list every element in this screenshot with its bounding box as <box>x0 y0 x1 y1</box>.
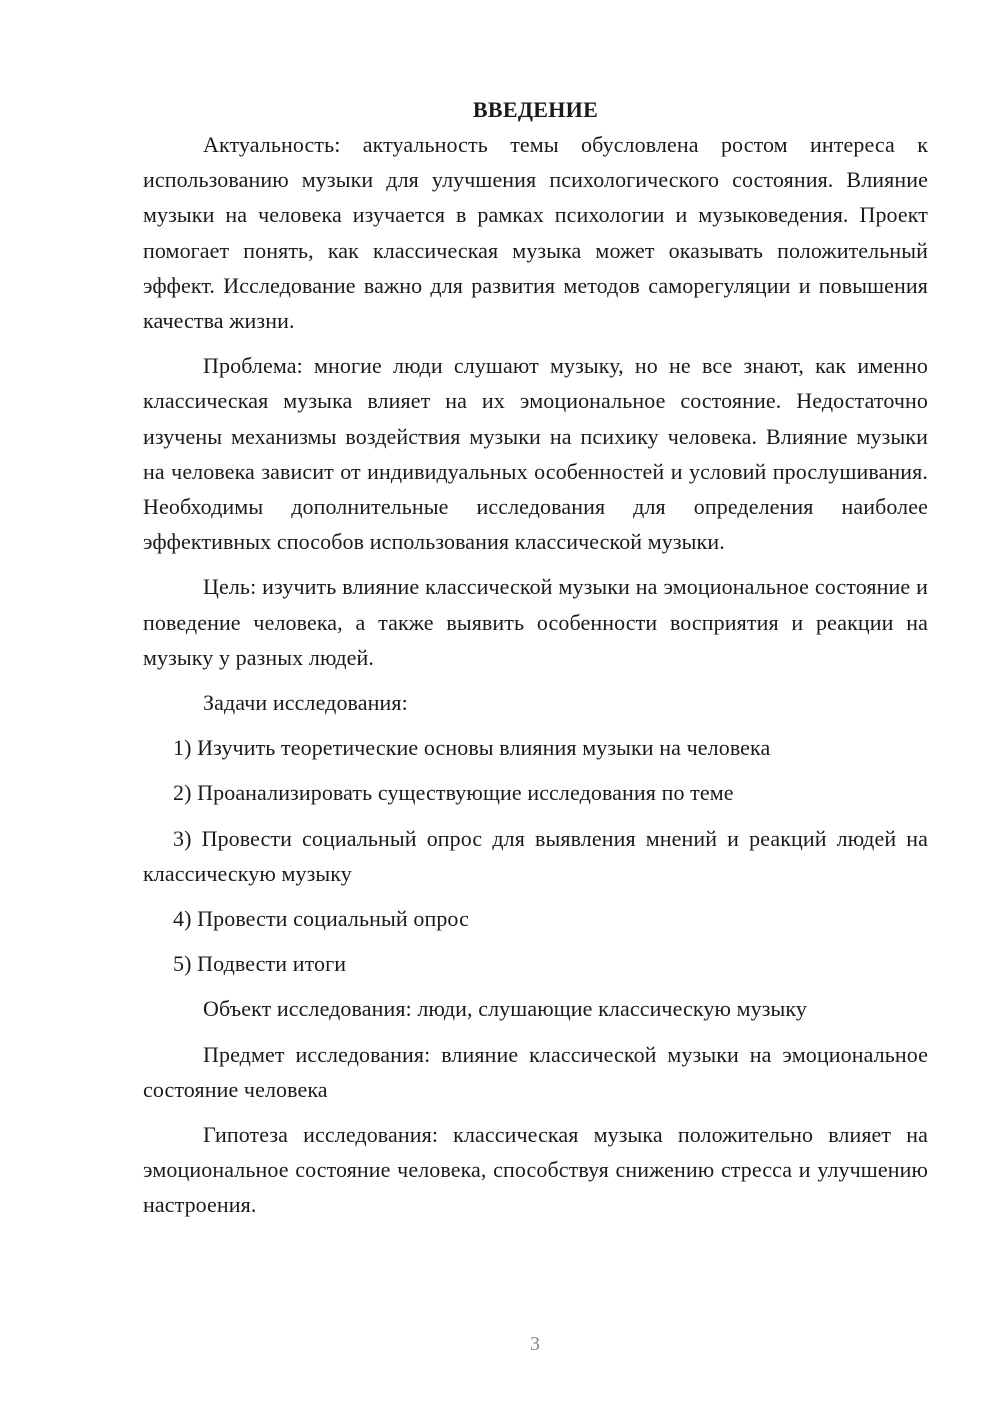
paragraph-problem: Проблема: многие люди слушают музыку, но не все знают, как именно классическая музыка влияет на их эмоциональное состояние. Недостаточно изучены механизмы воздействия музыки на психику человека. Влияние музыки на человека зависит от индивидуальных особенностей и условий прослушивания. Необходимы дополнительные исследования для определения наиболее эффективных способов использования классической музыки. <box>143 353 928 555</box>
tasks-heading: Задачи исследования: <box>203 690 408 716</box>
document-page <box>143 92 928 1223</box>
list-item: 2) Проанализировать существующие исследования по теме <box>173 780 734 806</box>
paragraph-relevance: Актуальность: актуальность темы обусловлена ростом интереса к использованию музыки для улучшения психологического состояния. Влияние музыки на человека изучается в рамках психологии и музыковедения. Проект помогает понять, как классическая музыка может оказывать положительный эффект. Исследование важно для развития методов саморегуляции и повышения качества жизни. <box>143 132 928 334</box>
list-item: 3) Провести социальный опрос для выявления мнений и реакций людей на классическую музыку <box>143 825 928 886</box>
page-title: ВВЕДЕНИЕ <box>472 97 599 122</box>
paragraph-subject: Предмет исследования: влияние классической музыки на эмоциональное состояние человека <box>143 1041 928 1102</box>
paragraph-object: Объект исследования: люди, слушающие классическую музыку <box>203 996 807 1022</box>
paragraph-hypothesis: Гипотеза исследования: классическая музыка положительно влияет на эмоциональное состояние человека, способствуя снижению стресса и улучшению настроения. <box>143 1122 928 1218</box>
tasks-list <box>143 730 928 981</box>
paragraph-goal: Цель: изучить влияние классической музыки на эмоциональное состояние и поведение человека, а также выявить особенности восприятия и реакции на музыку у разных людей. <box>143 574 928 670</box>
list-item: 4) Провести социальный опрос <box>173 906 469 932</box>
page-number: 3 <box>530 1333 540 1355</box>
list-item: 1) Изучить теоретические основы влияния музыки на человека <box>173 735 771 761</box>
list-item: 5) Подвести итоги <box>173 951 347 977</box>
